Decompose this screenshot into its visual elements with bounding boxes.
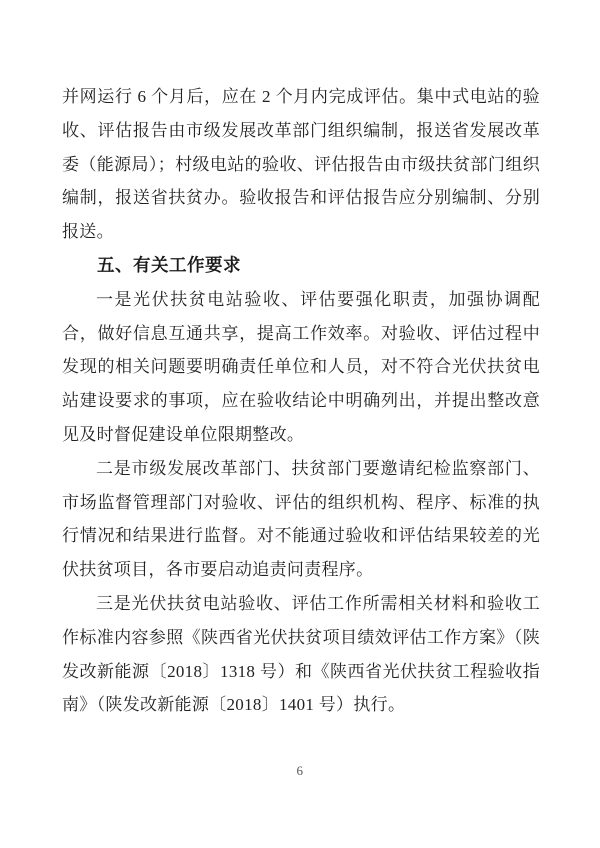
section-heading-work-requirements: 五、有关工作要求 bbox=[97, 254, 241, 275]
paragraph-item-three: 三是光伏扶贫电站验收、评估工作所需相关材料和验收工作标准内容参照《陕西省光伏扶贫项目绩效评估工作方案》（陕发改新能源〔2018〕1318 号）和《陕西省光伏扶贫工程验收指南》（陕发改新能源〔2018〕1401 号）执行。 bbox=[62, 593, 540, 715]
document-body bbox=[62, 80, 540, 722]
page-number: 6 bbox=[296, 763, 304, 778]
paragraph-item-one: 一是光伏扶贫电站验收、评估要强化职责，加强协调配合，做好信息互通共享，提高工作效率。对验收、评估过程中发现的相关问题要明确责任单位和人员，对不符合光伏扶贫电站建设要求的事项，应在验收结论中明确列出，并提出整改意见及时督促建设单位限期整改。 bbox=[62, 289, 540, 444]
paragraph-item-two: 二是市级发展改革部门、扶贫部门要邀请纪检监察部门、市场监督管理部门对验收、评估的组织机构、程序、标准的执行情况和结果进行监督。对不能通过验收和评估结果较差的光伏扶贫项目，各市要启动追责问责程序。 bbox=[62, 458, 540, 580]
paragraph-acceptance-reports: 并网运行 6 个月后，应在 2 个月内完成评估。集中式电站的验收、评估报告由市级发展改革部门组织编制，报送省发展改革委（能源局）；村级电站的验收、评估报告由市级扶贫部门组织编制，报送省扶贫办。验收报告和评估报告应分别编制、分别报送。 bbox=[62, 87, 540, 242]
